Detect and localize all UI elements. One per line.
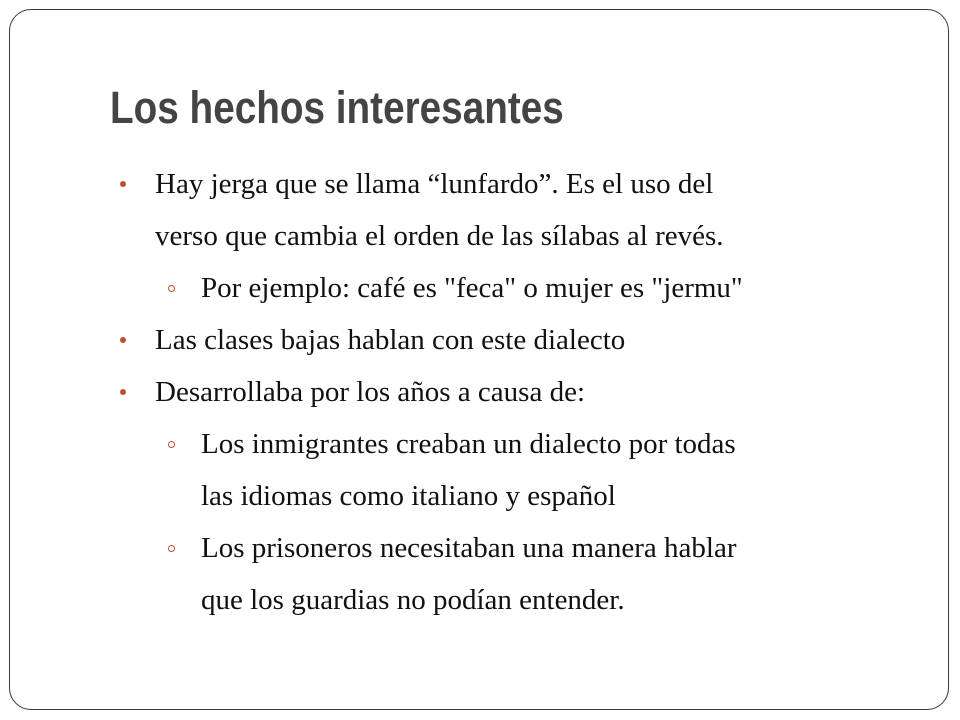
bullet-item-3-line-1: Desarrollaba por los años a causa de: (155, 376, 586, 408)
sub-item-immigrants (201, 418, 736, 522)
bullet-item-1 (155, 158, 724, 262)
sub-item-immigrants-line-2: las idiomas como italiano y español (201, 480, 616, 512)
sub-item-example (201, 262, 743, 314)
bullet-item-1-line-2: verso que cambia el orden de las sílabas al revés. (155, 220, 724, 252)
slide-title: Los hechos interesantes (110, 82, 564, 133)
bullet-ring-icon (168, 441, 175, 448)
sub-item-prisoners (201, 522, 736, 626)
bullet-ring-icon (168, 545, 175, 552)
bullet-dot-icon (120, 389, 126, 395)
bullet-ring-icon (168, 285, 175, 292)
sub-item-prisoners-line-2: que los guardias no podían entender. (201, 584, 625, 616)
bullet-item-2 (155, 314, 625, 366)
sub-item-immigrants-line-1: Los inmigrantes creaban un dialecto por todas (201, 428, 736, 460)
bullet-item-2-line-1: Las clases bajas hablan con este dialecto (155, 324, 626, 356)
sub-item-prisoners-line-1: Los prisoneros necesitaban una manera hablar (201, 532, 737, 564)
bullet-item-1-line-1: Hay jerga que se llama “lunfardo”. Es el uso del (155, 168, 714, 200)
bullet-item-3 (155, 366, 585, 418)
bullet-dot-icon (120, 337, 126, 343)
bullet-dot-icon (120, 181, 126, 187)
sub-item-example-line-1: Por ejemplo: café es "feca" o mujer es "jermu" (201, 272, 743, 304)
